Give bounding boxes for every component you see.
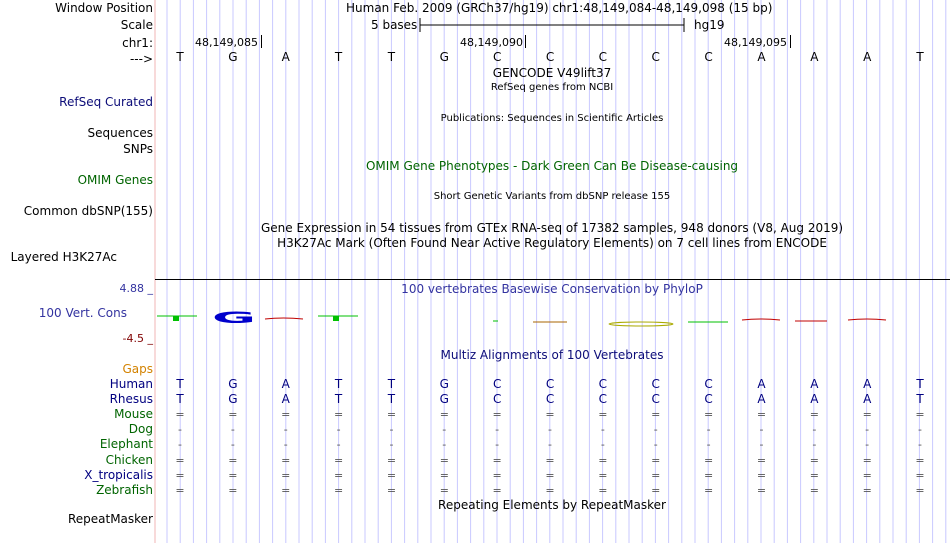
alignment-cell: = (333, 408, 344, 422)
svg-text:G: G (212, 308, 256, 327)
alignment-cell: = (809, 468, 819, 482)
alignment-cell: A (863, 377, 872, 391)
alignment-cell: = (809, 408, 819, 422)
alignment-cell: = (703, 453, 714, 467)
alignment-cell: = (228, 408, 238, 422)
alignment-cell: C (492, 377, 502, 391)
alignment-cell: = (175, 408, 185, 422)
publications-track-title[interactable]: Publications: Sequences in Scientific Articles (440, 113, 664, 124)
alignment-cell: - (495, 423, 500, 437)
alignment-cell: - (336, 423, 341, 437)
alignment-cell: C (704, 392, 713, 407)
alignment-cell: = (756, 468, 767, 482)
alignment-cell: = (862, 408, 872, 422)
sequences-track-label[interactable]: Sequences (87, 126, 153, 140)
scale-label: Scale (120, 18, 153, 32)
alignment-cell: - (548, 438, 553, 452)
alignment-cell: = (228, 468, 238, 482)
alignment-cell: = (228, 453, 238, 467)
position-tick-1: 48,149,085 (195, 36, 258, 49)
phylop-min-label: -4.5 _ (122, 332, 153, 345)
alignment-cell: - (865, 423, 870, 437)
alignment-cell: = (915, 468, 925, 482)
gaps-label[interactable]: Gaps (122, 362, 153, 376)
species-label[interactable]: Human (109, 377, 153, 391)
alignment-cell: = (598, 483, 608, 497)
position-tick-2: 48,149,090 (460, 36, 523, 49)
alignment-cell: - (230, 438, 235, 452)
alignment-cell: = (386, 483, 397, 497)
alignment-cell: = (915, 453, 925, 467)
alignment-cell: - (336, 438, 341, 452)
track-divider (155, 279, 950, 280)
refseq-track-subtitle: RefSeq genes from NCBI (490, 82, 614, 93)
phylop-max-label: 4.88 _ (119, 282, 153, 295)
alignment-cell: = (386, 468, 397, 482)
alignment-cell: = (492, 483, 502, 497)
alignment-cell: - (389, 438, 394, 452)
alignment-cell: T (387, 392, 396, 407)
dbsnp-track-title[interactable]: Short Genetic Variants from dbSNP release 155 (433, 191, 671, 202)
base-letter: C (704, 50, 713, 64)
alignment-cell: C (651, 392, 660, 407)
window-position-value: Human Feb. 2009 (GRCh37/hg19) chr1:48,149,084-48,149,098 (15 bp) (346, 1, 773, 15)
alignment-cell: - (178, 423, 182, 437)
alignment-cell: = (175, 483, 185, 497)
scale-value: 5 bases (371, 18, 418, 32)
alignment-cell: A (757, 392, 766, 407)
alignment-cell: - (442, 438, 447, 452)
alignment-cell: C (598, 377, 608, 391)
alignment-cell: = (862, 453, 872, 467)
alignment-cell: = (756, 483, 767, 497)
alignment-cell: - (230, 423, 235, 437)
alignment-cell: - (812, 438, 817, 452)
alignment-cell: = (862, 483, 872, 497)
phylop-track-title[interactable]: 100 vertebrates Basewise Conservation by PhyloP (401, 282, 703, 296)
alignment-cell: A (810, 392, 819, 407)
base-letter: A (863, 50, 872, 64)
species-label[interactable]: Elephant (99, 437, 153, 452)
position-tick-3: 48,149,095 (724, 36, 787, 49)
scale-ruler-icon (418, 17, 688, 33)
omim-track-title[interactable]: OMIM Gene Phenotypes - Dark Green Can Be Disease-causing (365, 159, 739, 173)
alignment-cell: = (492, 468, 502, 482)
alignment-cell: = (862, 468, 872, 482)
alignment-cell: T (334, 377, 343, 391)
strand-label: ---> (129, 52, 153, 66)
alignment-cell: = (281, 408, 291, 422)
alignment-cell: A (863, 392, 872, 407)
alignment-cell: G (228, 392, 238, 407)
alignment-cell: = (439, 408, 449, 422)
alignment-cell: = (333, 453, 344, 467)
multiz-track-title[interactable]: Multiz Alignments of 100 Vertebrates (440, 348, 664, 362)
h3k27ac-track-label[interactable]: Layered H3K27Ac (10, 250, 117, 264)
alignment-cell: A (281, 392, 290, 407)
alignment-cell: G (439, 377, 449, 391)
species-label[interactable]: Rhesus (109, 392, 153, 407)
alignment-cell: C (704, 377, 713, 391)
alignment-cell: = (439, 483, 449, 497)
alignment-cell: - (283, 438, 288, 452)
alignment-cell: = (756, 453, 767, 467)
base-letter: A (757, 50, 766, 64)
alignment-cell: - (759, 438, 764, 452)
base-letter: T (387, 50, 396, 64)
base-letter: T (176, 50, 184, 64)
alignment-cell: G (439, 392, 449, 407)
base-letter: A (810, 50, 819, 64)
alignment-cell: = (598, 453, 608, 467)
base-letter: G (439, 50, 449, 64)
species-label[interactable]: Chicken (105, 452, 153, 467)
alignment-cell: = (703, 483, 714, 497)
alignment-cell: - (548, 423, 553, 437)
alignment-cell: = (545, 468, 555, 482)
alignment-cell: = (651, 483, 661, 497)
alignment-cell: - (812, 423, 817, 437)
alignment-cell: C (545, 392, 555, 407)
base-letter: C (492, 50, 502, 64)
assembly-label: hg19 (694, 18, 725, 32)
chrom-label: chr1: (122, 36, 153, 50)
alignment-cell: C (651, 377, 660, 391)
species-label[interactable]: X_tropicalis (84, 467, 153, 482)
alignment-cell: A (281, 377, 290, 391)
alignment-cell: - (759, 423, 764, 437)
alignment-cell: = (651, 408, 661, 422)
dbsnp-track-label[interactable]: Common dbSNP(155) (23, 204, 153, 218)
alignment-cell: - (495, 438, 500, 452)
window-position-label: Window Position (55, 1, 153, 15)
h3k27ac-track-title[interactable]: H3K27Ac Mark (Often Found Near Active Regulatory Elements) on 7 cell lines from ENCODE (277, 236, 827, 250)
alignment-cell: = (281, 453, 291, 467)
alignment-cell: = (175, 453, 185, 467)
alignment-cell: = (651, 453, 661, 467)
alignment-cell: = (545, 408, 555, 422)
repeatmasker-track-title[interactable]: Repeating Elements by RepeatMasker (438, 498, 666, 512)
base-letter: T (916, 50, 924, 64)
alignment-cell: = (703, 408, 714, 422)
alignment-cell: C (545, 377, 555, 391)
alignment-cell: = (386, 453, 397, 467)
alignment-cell: T (916, 377, 924, 391)
gencode-track-title[interactable]: GENCODE V49lift37 (492, 66, 612, 80)
alignment-cell: - (653, 438, 658, 452)
repeatmasker-track-label[interactable]: RepeatMasker (67, 512, 153, 526)
phylop-signal (155, 300, 950, 340)
alignment-cell: T (916, 392, 924, 407)
alignment-cell: C (598, 392, 608, 407)
refseq-track-label[interactable]: RefSeq Curated (59, 95, 153, 109)
alignment-cell: = (281, 483, 291, 497)
alignment-cell: A (757, 377, 766, 391)
alignment-cell: - (600, 438, 605, 452)
alignment-cell: = (598, 408, 608, 422)
alignment-cell: = (915, 408, 925, 422)
species-label[interactable]: Zebrafish (96, 482, 153, 497)
alignment-cell: - (442, 423, 447, 437)
alignment-cell: = (228, 483, 238, 497)
alignment-cell: = (756, 408, 767, 422)
alignment-cell: - (706, 423, 711, 437)
position-tick-mark-2 (525, 35, 526, 48)
species-label[interactable]: Dog (128, 422, 153, 437)
base-letter: A (281, 50, 290, 64)
alignment-cell: C (492, 392, 502, 407)
alignment-cell: - (178, 438, 182, 452)
alignment-cell: = (545, 453, 555, 467)
alignment-cell: - (283, 423, 288, 437)
base-letter: C (545, 50, 555, 64)
snps-track-label[interactable]: SNPs (123, 142, 153, 156)
base-letter: C (651, 50, 660, 64)
alignment-cell: = (333, 483, 344, 497)
alignment-cell: = (439, 453, 449, 467)
base-letter: T (334, 50, 343, 64)
alignment-cell: - (600, 423, 605, 437)
alignment-cell: - (865, 438, 870, 452)
alignment-cell: = (915, 483, 925, 497)
alignment-cell: - (653, 423, 658, 437)
alignment-cell: - (918, 438, 923, 452)
alignment-cell: = (598, 468, 608, 482)
alignment-cell: - (389, 423, 394, 437)
alignment-cell: T (387, 377, 396, 391)
alignment-cell: - (706, 438, 711, 452)
alignment-cell: = (492, 453, 502, 467)
alignment-cell: = (545, 483, 555, 497)
alignment-cell: T (176, 392, 184, 407)
alignment-cell: = (281, 468, 291, 482)
gtex-track-title[interactable]: Gene Expression in 54 tissues from GTEx RNA-seq of 17382 samples, 948 donors (V8, Aug 2019) (260, 221, 844, 235)
position-tick-mark-1 (261, 35, 262, 48)
base-letter: C (598, 50, 608, 64)
alignment-cell: A (810, 377, 819, 391)
alignment-cell: = (439, 468, 449, 482)
omim-track-label[interactable]: OMIM Genes (77, 173, 153, 187)
species-label[interactable]: Mouse (114, 407, 153, 422)
alignment-cell: - (918, 423, 923, 437)
phylop-track-label[interactable]: 100 Vert. Cons (38, 306, 127, 320)
alignment-cell: T (334, 392, 343, 407)
alignment-cell: = (809, 453, 819, 467)
alignment-cell: = (175, 468, 185, 482)
position-tick-mark-3 (790, 35, 791, 48)
base-letter: G (228, 50, 238, 64)
alignment-cell: = (492, 408, 502, 422)
alignment-cell: T (176, 377, 184, 391)
alignment-cell: = (386, 408, 397, 422)
alignment-cell: = (809, 483, 819, 497)
alignment-cell: G (228, 377, 238, 391)
alignment-cell: = (703, 468, 714, 482)
alignment-cell: = (651, 468, 661, 482)
alignment-cell: = (333, 468, 344, 482)
